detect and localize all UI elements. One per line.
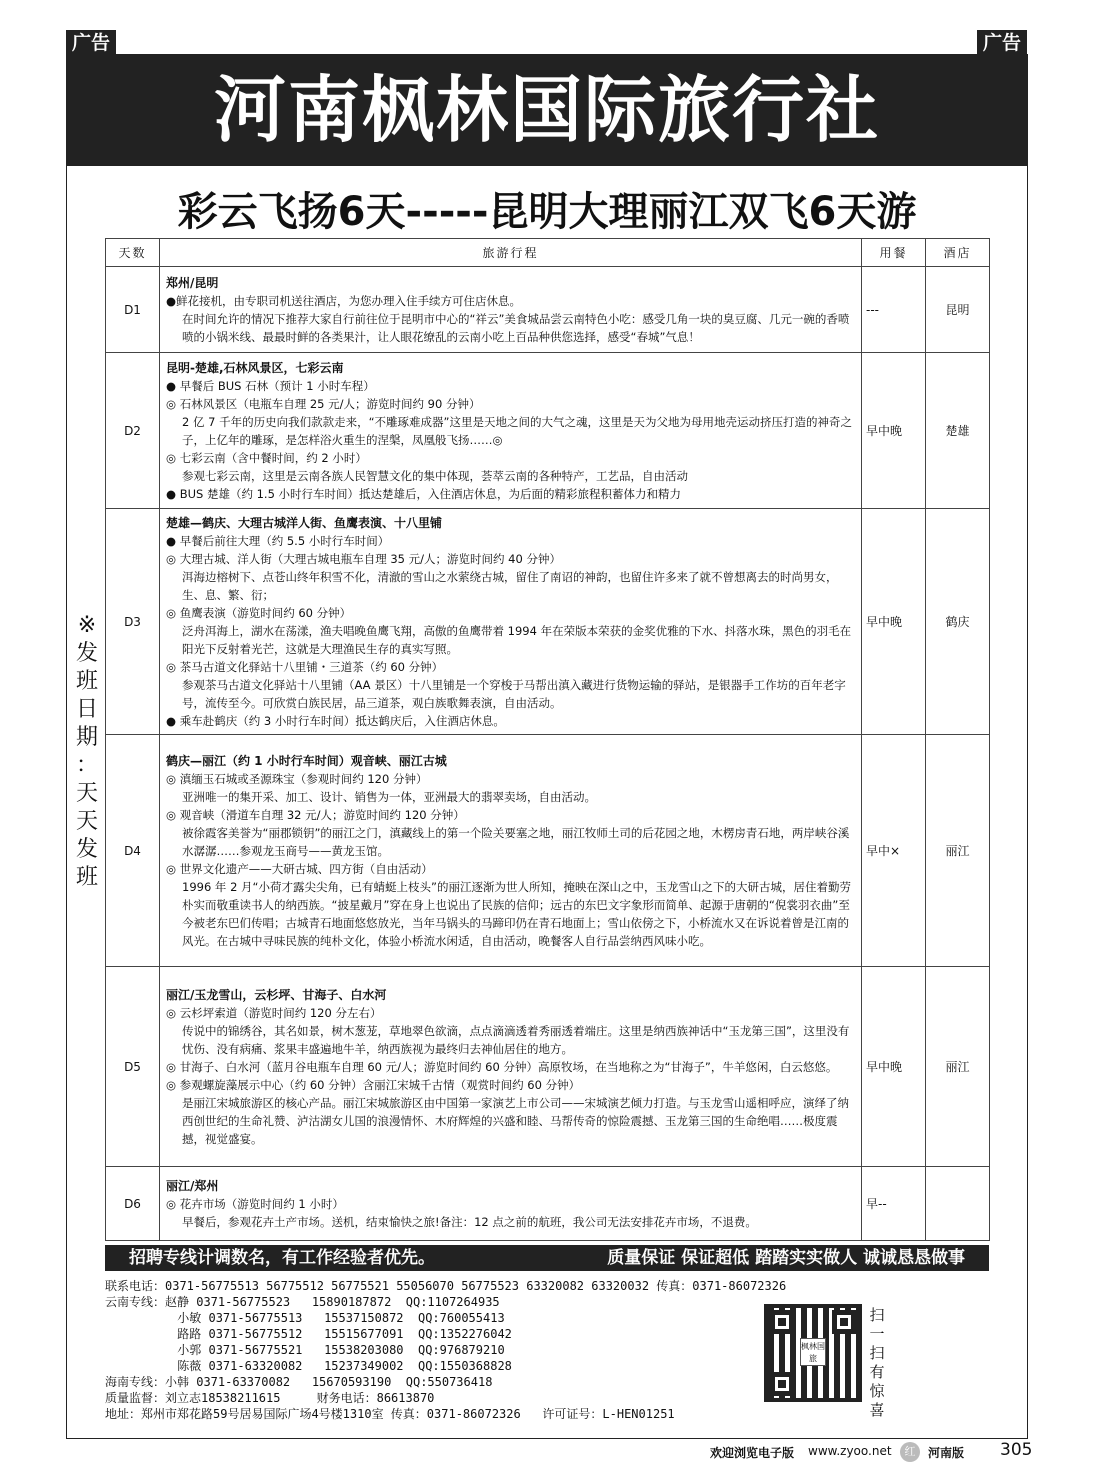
program-line: ◎ 参观螺旋藻展示中心（约 60 分钟）含丽江宋城千古情（观赏时间约 60 分钟） bbox=[166, 1077, 581, 1092]
departure-note-char: ※ bbox=[77, 613, 97, 638]
program-line: 2 亿 7 千年的历史向我们款款走来，“不雕琢难成器”这里是天地之间的大气之魂，这里是天为父地为母用地壳运动挤压打造的神奇之子，上亿年的雕琢，是怎样浴火重生的涅槃，凤凰般飞扬……◎ bbox=[182, 414, 853, 447]
program-line: ● 早餐后 BUS 石林（预计 1 小时车程） bbox=[166, 378, 375, 393]
contact-line: 联系电话：0371-56775513 56775512 56775521 55056070 56775523 63320082 63320032 传真：0371-86072326 bbox=[105, 1279, 787, 1293]
header-day: 天数 bbox=[106, 239, 160, 267]
meals-cell: 早中晚 bbox=[862, 353, 926, 509]
program-title: 楚雄—鹤庆、大理古城洋人街、鱼鹰表演、十八里铺 bbox=[166, 515, 443, 530]
program-line: ◎ 世界文化遗产——大研古城、四方街（自由活动） bbox=[166, 861, 433, 876]
program-line: ● 乘车赴鹤庆（约 3 小时行车时间）抵达鹤庆后，入住酒店休息。 bbox=[166, 713, 505, 728]
contact-line: 小敏 0371-56775513 15537150872 QQ:760055413 bbox=[105, 1311, 505, 1325]
program-line: ◎ 云杉坪索道（游览时间约 120 分左右） bbox=[166, 1005, 382, 1020]
qr-finder-icon bbox=[832, 1310, 856, 1334]
contact-line: 陈薇 0371-63320082 15237349002 QQ:1550368828 bbox=[105, 1359, 512, 1373]
program-line: 1996 年 2 月“小荷才露尖尖角，已有蜻蜓上枝头”的丽江逐渐为世人所知，掩映在深山之中，玉龙雪山之下的大研古城，居住着勤劳朴实而敬重读书人的纳西族。“披星戴月”穿在身上也说出了民族的信仰；远古的东巴文字象形而简单、起源于唐朝的“倪裳羽衣曲”至今被老东巴们传唱；古城青石地面悠悠放光，当年马锅头的马蹄印仍在青石地面上；雪山依傍之下，小桥流水又在诉说着曾是江南的风光。在古城中寻味民族的纯朴文化，体验小桥流水闲适，自由活动，晚餐客人自行品尝纳西风味小吃。 bbox=[182, 879, 851, 948]
departure-note-char: 日 bbox=[75, 697, 98, 722]
day-cell: D4 bbox=[106, 735, 160, 967]
scan-text-char: 扫 bbox=[869, 1306, 885, 1324]
day-cell: D1 bbox=[106, 267, 160, 353]
departure-note-char: ： bbox=[75, 753, 98, 778]
program-line: 被徐霞客美誉为“丽郡锁钥”的丽江之门，滇藏线上的第一个险关要塞之地，丽江牧师土司的后花园之地，木楞房青石地，两岸峡谷溪水潺潺……参观龙玉商号——黄龙玉馆。 bbox=[182, 825, 850, 858]
program-title: 郑州/昆明 bbox=[166, 275, 219, 290]
meals-cell: --- bbox=[862, 267, 926, 353]
program-line: ◎ 观音峡（滑道车自理 32 元/人；游览时间约 120 分钟） bbox=[166, 807, 465, 822]
program-cell bbox=[160, 1167, 862, 1241]
header-meals: 用餐 bbox=[862, 239, 926, 267]
day-cell: D6 bbox=[106, 1167, 160, 1241]
header-hotel: 酒店 bbox=[926, 239, 990, 267]
header-itinerary: 旅游行程 bbox=[160, 239, 862, 267]
scan-text-char: 扫 bbox=[869, 1344, 885, 1362]
qr-logo: 枫林国旅 bbox=[800, 1338, 826, 1366]
program-line: 是丽江宋城旅游区的核心产品。丽江宋城旅游区由中国第一家演艺上市公司——宋城演艺倾力打造。与玉龙雪山遥相呼应，演绎了纳西创世纪的生命礼赞、泸沽湖女儿国的浪漫情怀、木府辉煌的兴盛和睦、马帮传奇的惊险震撼、玉龙第三国的生命绝唱……极度震撼，视觉盛宴。 bbox=[182, 1095, 849, 1146]
scan-text-char: 一 bbox=[869, 1325, 885, 1343]
tour-title: 彩云飞扬6天-----昆明大理丽江双飞6天游 bbox=[177, 189, 917, 235]
qr-finder-icon bbox=[770, 1372, 794, 1396]
scan-text-char: 喜 bbox=[869, 1401, 885, 1419]
program-line: 在时间允许的情况下推荐大家自行前往位于昆明市中心的“祥云”美食城品尝云南特色小吃：感受几角一块的臭豆腐、几元一碗的香喷喷的小锅米线、最最时鲜的各类果汁，让人眼花缭乱的云南小吃上百品种供您选择，感受“春城”气息！ bbox=[182, 311, 850, 344]
day-cell: D3 bbox=[106, 509, 160, 735]
program-line: ◎ 鱼鹰表演（游览时间约 60 分钟） bbox=[166, 605, 352, 620]
itinerary-row bbox=[106, 353, 990, 509]
scan-text-char: 惊 bbox=[869, 1382, 885, 1400]
program-title: 昆明-楚雄,石林风景区，七彩云南 bbox=[166, 360, 344, 375]
departure-note-char: 班 bbox=[75, 865, 98, 890]
program-title: 丽江/郑州 bbox=[166, 1178, 219, 1193]
meals-cell: 早中晚 bbox=[862, 967, 926, 1167]
hotel-cell: 丽江 bbox=[926, 735, 990, 967]
program-line: 参观茶马古道文化驿站十八里铺（AA 景区）十八里铺是一个穿梭于马帮出滇入藏进行货物运输的驿站，是银器手工作坊的百年老字号，流传至今。可欣赏白族民居，品三道茶，观白族歌舞表演，自由活动。 bbox=[182, 677, 846, 710]
qr-finder-icon bbox=[770, 1310, 794, 1334]
departure-note bbox=[72, 612, 102, 892]
program-line: ● 早餐后前往大理（约 5.5 小时行车时间） bbox=[166, 533, 390, 548]
program-cell bbox=[160, 735, 862, 967]
departure-note-char: 发 bbox=[75, 837, 98, 862]
program-cell bbox=[160, 967, 862, 1167]
footer-edition: 河南版 bbox=[928, 1446, 965, 1460]
scan-text-char: 有 bbox=[869, 1363, 885, 1381]
program-line: ◎ 甘海子、白水河（蓝月谷电瓶车自理 60 元/人；游览时间约 60 分钟）高原牧场，在当地称之为“甘海子”，牛羊悠闲，白云悠悠。 bbox=[166, 1059, 838, 1074]
contact-line: 小郭 0371-56775521 15538203080 QQ:976879210 bbox=[105, 1343, 505, 1357]
itinerary-row bbox=[106, 267, 990, 353]
itinerary-table bbox=[105, 238, 990, 1241]
departure-note-char: 天 bbox=[75, 781, 98, 806]
program-cell bbox=[160, 509, 862, 735]
program-line: ◎ 花卉市场（游览时间约 1 小时） bbox=[166, 1196, 344, 1211]
contact-line: 地址：郑州市郑花路59号居易国际广场4号楼1310室 传真：0371-86072326 许可证号：L-HEN01251 bbox=[105, 1407, 675, 1421]
footer-welcome: 欢迎浏览电子版 bbox=[710, 1446, 795, 1460]
program-line: ◎ 滇缅玉石城或圣源珠宝（参观时间约 120 分钟） bbox=[166, 771, 428, 786]
hotel-cell: 楚雄 bbox=[926, 353, 990, 509]
day-cell: D5 bbox=[106, 967, 160, 1167]
contact-line: 海南专线：小韩 0371-63370082 15670593190 QQ:550736418 bbox=[105, 1375, 493, 1389]
page-footer bbox=[0, 1440, 1093, 1464]
itinerary-row bbox=[106, 509, 990, 735]
program-cell bbox=[160, 267, 862, 353]
program-line: ◎ 七彩云南（含中餐时间，约 2 小时） bbox=[166, 450, 367, 465]
itinerary-row bbox=[106, 735, 990, 967]
program-line: ◎ 大理古城、洋人街（大理古城电瓶车自理 35 元/人；游览时间约 40 分钟） bbox=[166, 551, 561, 566]
departure-note-char: 发 bbox=[75, 641, 98, 666]
departure-note-char: 天 bbox=[75, 809, 98, 834]
footer-site-link[interactable]: www.zyoo.net bbox=[808, 1444, 892, 1458]
contact-line: 路路 0371-56775512 15515677091 QQ:1352276042 bbox=[105, 1327, 512, 1341]
day-cell: D2 bbox=[106, 353, 160, 509]
program-line: 泛舟洱海上，湖水在荡漾，渔夫唱晚鱼鹰飞翔，高傲的鱼鹰带着 1994 年在荣版本荣获的金奖优雅的下水、抖落水珠，黑色的羽毛在阳光下反射着光芒，这就是大理渔民生存的真实写照。 bbox=[182, 623, 852, 656]
program-line: ● BUS 楚雄（约 1.5 小时行车时间）抵达楚雄后，入住酒店休息，为后面的精彩旅程积蓄体力和精力 bbox=[166, 486, 682, 501]
itinerary-header-row bbox=[106, 239, 990, 267]
meals-cell: 早中× bbox=[862, 735, 926, 967]
hotel-cell: 鹤庆 bbox=[926, 509, 990, 735]
meals-cell: 早中晚 bbox=[862, 509, 926, 735]
qr-code[interactable] bbox=[764, 1304, 862, 1402]
program-line: ●鲜花接机，由专职司机送往酒店，为您办理入住手续方可住店休息。 bbox=[166, 293, 522, 308]
program-title: 鹤庆—丽江（约 1 小时行车时间）观音峡、丽江古城 bbox=[166, 753, 447, 768]
program-title: 丽江/玉龙雪山，云杉坪、甘海子、白水河 bbox=[166, 987, 387, 1002]
page-number: 305 bbox=[1000, 1440, 1033, 1460]
contact-line: 质量监督：刘立志18538211615 财务电话：86613870 bbox=[105, 1391, 435, 1405]
recruit-text: 招聘专线计调数名，有工作经验者优先。 bbox=[129, 1248, 435, 1268]
contact-line: 云南专线：赵静 0371-56775523 15890187872 QQ:1107264935 bbox=[105, 1295, 500, 1309]
program-line: 亚洲唯一的集开采、加工、设计、销售为一体，亚洲最大的翡翠卖场，自由活动。 bbox=[182, 789, 596, 804]
program-line: 传说中的锦绣谷，其名如景，树木葱茏，草地翠色欲滴，点点滴滴透着秀丽透着端庄。这里是纳西族神话中“玉龙第三国”，这里没有忧伤、没有病痛、浆果丰盛遍地牛羊，纳西族视为最终归去神仙居住的地方。 bbox=[182, 1023, 850, 1056]
program-line: 早餐后，参观花卉土产市场。送机，结束愉快之旅!备注：12 点之前的航班，我公司无法安排花卉市场，不退费。 bbox=[182, 1214, 757, 1229]
agency-name-banner: 河南枫林国际旅行社 bbox=[66, 54, 1028, 166]
footer-badge-icon: 红 bbox=[900, 1442, 920, 1462]
ad-label-left: 广告 bbox=[66, 30, 116, 56]
departure-note-char: 班 bbox=[75, 669, 98, 694]
scan-text bbox=[868, 1306, 886, 1420]
departure-note-char: 期 bbox=[75, 725, 98, 750]
itinerary-row bbox=[106, 1167, 990, 1241]
hotel-cell: 昆明 bbox=[926, 267, 990, 353]
contact-block bbox=[105, 1278, 786, 1422]
hotel-cell bbox=[926, 1167, 990, 1241]
slogan-text: 质量保证 保证超低 踏踏实实做人 诚诚恳恳做事 bbox=[607, 1248, 965, 1268]
hotel-cell: 丽江 bbox=[926, 967, 990, 1167]
program-line: 参观七彩云南，这里是云南各族人民智慧文化的集中体现，荟萃云南的各种特产，工艺品，自由活动 bbox=[182, 468, 688, 483]
ad-label-right: 广告 bbox=[977, 30, 1027, 56]
program-line: ◎ 石林风景区（电瓶车自理 25 元/人；游览时间约 90 分钟） bbox=[166, 396, 481, 411]
meals-cell: 早-- bbox=[862, 1167, 926, 1241]
recruit-strip bbox=[105, 1245, 989, 1271]
program-line: ◎ 茶马古道文化驿站十八里铺・三道茶（约 60 分钟） bbox=[166, 659, 444, 674]
program-line: 洱海边榕树下、点苍山终年积雪不化，清澈的雪山之水萦绕古城，留住了南诏的神韵，也留住许多来了就不曾想离去的时尚男女，生、息、繁、衍； bbox=[182, 569, 838, 602]
program-cell bbox=[160, 353, 862, 509]
itinerary-row bbox=[106, 967, 990, 1167]
